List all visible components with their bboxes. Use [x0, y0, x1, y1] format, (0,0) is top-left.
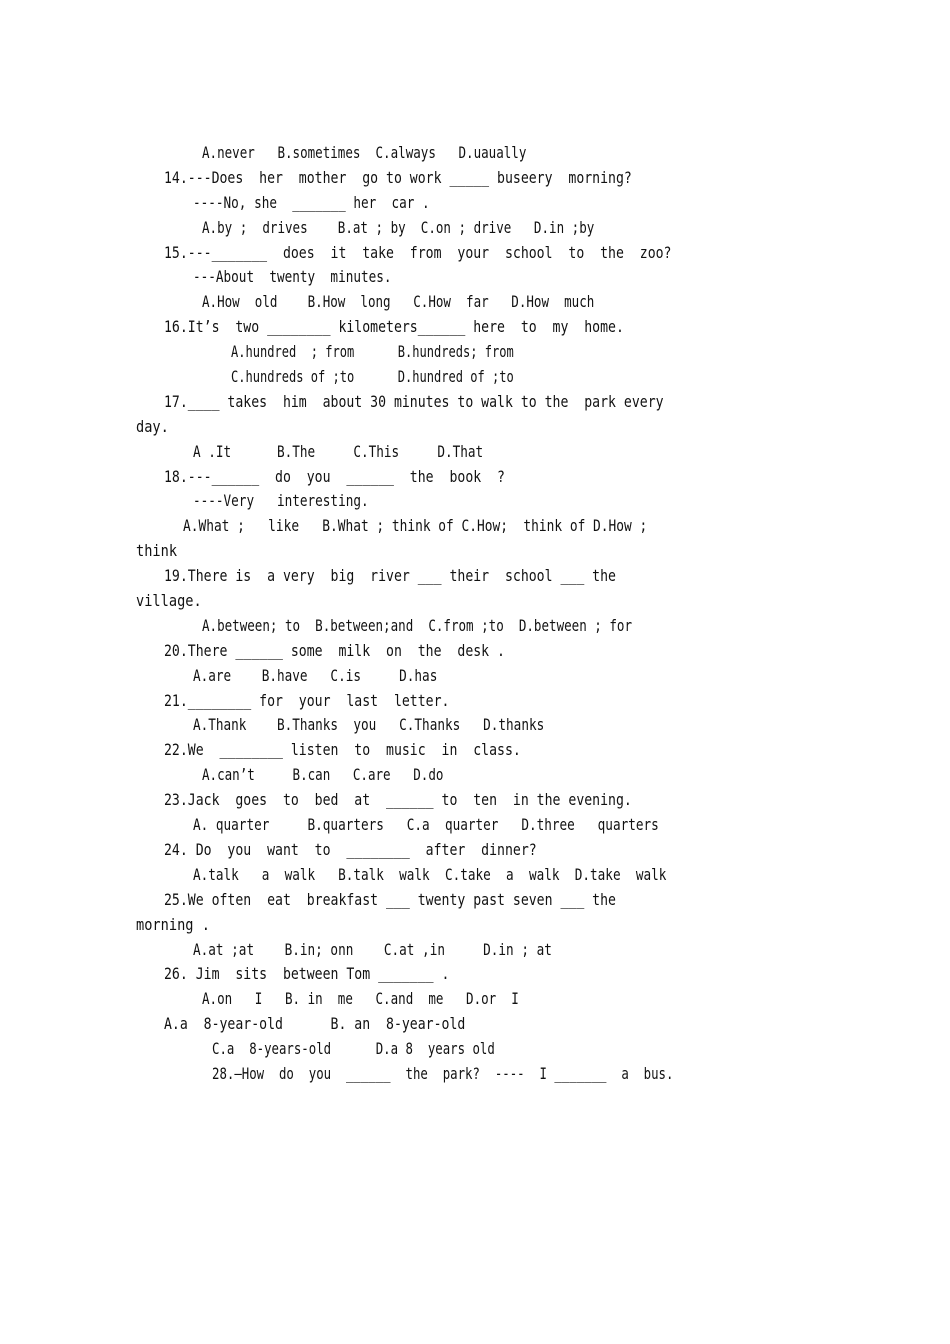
text-line: A.What ; like B.What ; think of C.How; think of D.How ; [183, 516, 648, 536]
text-line: 20.There ______ some milk on the desk . [164, 640, 505, 660]
text-line: 17.____ takes him about 30 minutes to walk to the park every [164, 391, 664, 411]
text-line: think [136, 541, 178, 561]
text-line: A.Thank B.Thanks you C.Thanks D.thanks [193, 715, 545, 735]
text-line: C.a 8-years-old D.a 8 years old [212, 1039, 495, 1059]
text-line: A.at ;at B.in; onn C.at ,in D.in ; at [193, 939, 552, 959]
text-line: 15.---_______ does it take from your school to the zoo? [164, 242, 672, 262]
text-line: morning . [136, 914, 210, 934]
text-line [164, 1087, 946, 1112]
text-line: ---About twenty minutes. [193, 267, 392, 287]
text-line: C.hundreds of ;to D.hundred of ;to [231, 367, 514, 387]
text-line: 18.---______ do you ______ the book ? [164, 466, 505, 486]
text-line: A.hundred ; from B.hundreds; from [231, 342, 514, 362]
text-line: 26. Jim sits between Tom _______ . [164, 964, 450, 984]
text-line: 23.Jack goes to bed at ______ to ten in the evening. [164, 790, 632, 810]
text-line: day. [136, 416, 169, 436]
text-line: A.on I B. in me C.and me D.or I [202, 989, 519, 1009]
text-line: 19.There is a very big river ___ their school ___ the [164, 566, 616, 586]
text-line: A.a 8-year-old B. an 8-year-old [164, 1014, 466, 1034]
text-line: A.between; to B.between;and C.from ;to D.between ; for [202, 615, 633, 635]
text-line: 14.---Does her mother go to work _____ buseery morning? [164, 167, 632, 187]
text-line: 28.—How do you ______ the park? ---- I _______ a bus. [212, 1063, 674, 1083]
text-line: A.How old B.How long C.How far D.How much [202, 292, 595, 312]
text-line: 22.We ________ listen to music in class. [164, 740, 521, 760]
text-line: village. [136, 591, 202, 611]
text-line: 16.It’s two ________ kilometers______ here to my home. [164, 317, 624, 337]
text-line: 21.________ for your last letter. [164, 690, 450, 710]
text-line: A.never B.sometimes C.always D.uaually [202, 143, 527, 162]
text-line: 25.We often eat breakfast ___ twenty past seven ___ the [164, 889, 616, 909]
text-line: A.are B.have C.is D.has [193, 665, 438, 685]
text-line: ----Very interesting. [193, 491, 369, 511]
text-line: A. quarter B.quarters C.a quarter D.three quarters [193, 815, 659, 835]
exam-question-page [0, 141, 950, 1112]
text-line: A .It B.The C.This D.That [193, 441, 484, 461]
text-line: ----No, she _______ her car . [193, 192, 430, 212]
text-line: A.can’t B.can C.are D.do [202, 765, 444, 785]
text-line: 24. Do you want to ________ after dinner? [164, 839, 537, 859]
text-line: A.by ; drives B.at ; by C.on ; drive D.in ;by [202, 217, 595, 237]
text-line: A.talk a walk B.talk walk C.take a walk D.take walk [193, 864, 667, 884]
